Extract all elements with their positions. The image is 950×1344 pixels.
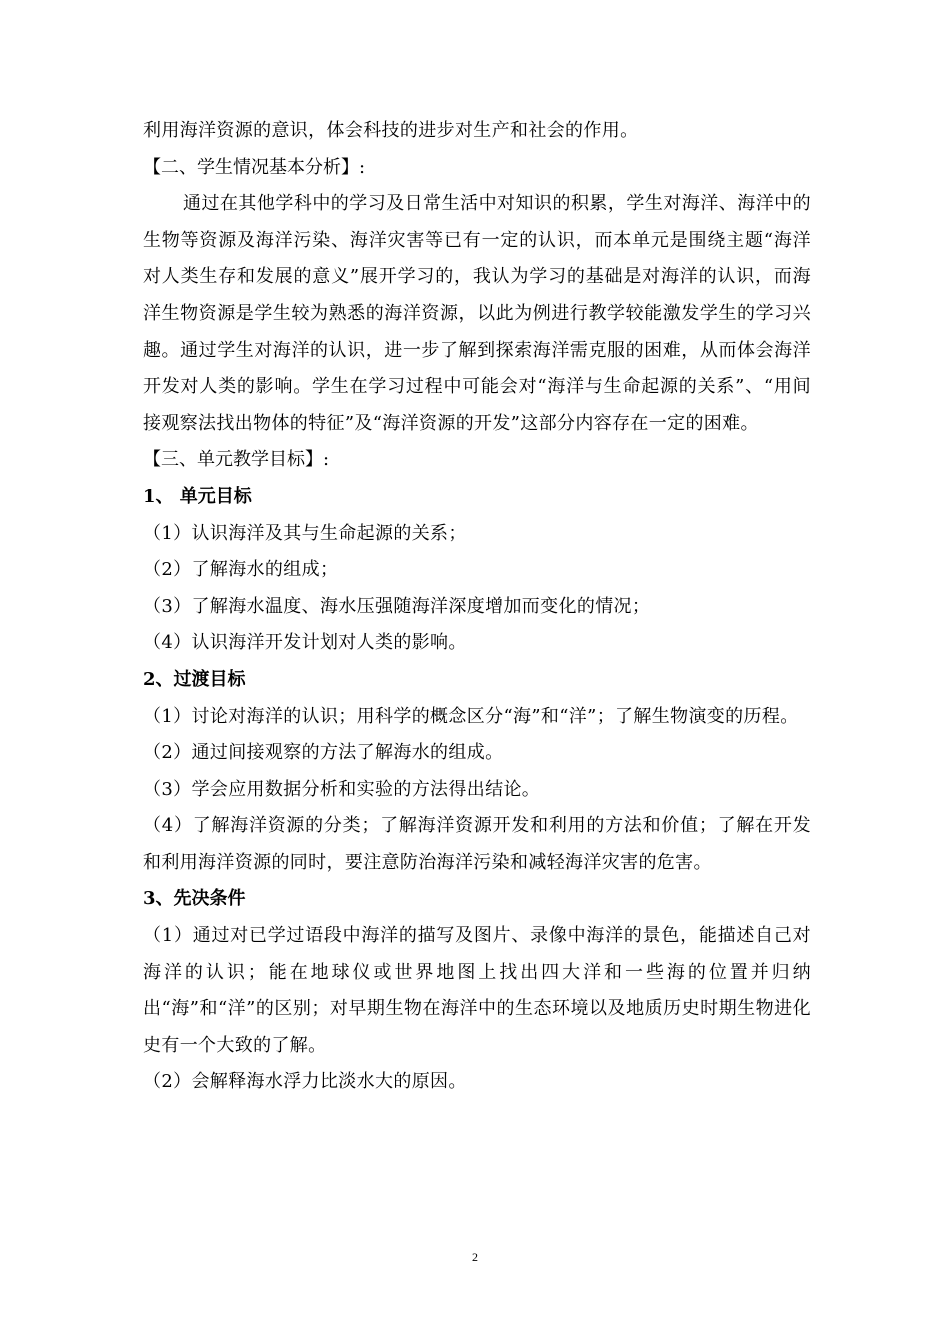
- student-analysis-paragraph: 通过在其他学科中的学习及日常生活中对知识的积累，学生对海洋、海洋中的生物等资源及海洋污染、海洋灾害等已有一定的认识，而本单元是围绕主题“海洋对人类生存和发展的意义”展开学习的，我认为学习的基础是对海洋的认识，而海洋生物资源是学生较为熟悉的海洋资源，以此为例进行教学较能激发学生的学习兴趣。通过学生对海洋的认识，进一步了解到探索海洋需克服的困难，从而体会海洋开发对人类的影响。学生在学习过程中可能会对“海洋与生命起源的关系”、“用间接观察法找出物体的特征”及“海洋资源的开发”这部分内容存在一定的困难。: [143, 193, 811, 434]
- section-heading-student-analysis: 【二、学生情况基本分析】:: [143, 156, 366, 178]
- prerequisite-item: （2）会解释海水浮力比淡水大的原因。: [143, 1071, 467, 1093]
- section-heading-unit-objectives: 【三、单元教学目标】:: [143, 449, 330, 471]
- page-number: 2: [472, 1250, 478, 1264]
- subsection-title-unit-goals: 1、 单元目标: [143, 485, 252, 507]
- unit-goal-item: （1）认识海洋及其与生命起源的关系；: [143, 522, 467, 544]
- document-body: [143, 113, 811, 1101]
- unit-goal-item: （3）了解海水温度、海水压强随海洋深度增加而变化的情况；: [143, 595, 651, 617]
- subsection-title-transition-goals: 2、过渡目标: [143, 668, 246, 690]
- transition-goal-item: （2）通过间接观察的方法了解海水的组成。: [143, 742, 504, 764]
- transition-goal-item: （3）学会应用数据分析和实验的方法得出结论。: [143, 778, 541, 800]
- continuation-text: 利用海洋资源的意识，体会科技的进步对生产和社会的作用。: [143, 120, 639, 141]
- prerequisite-item: （1）通过对已学过语段中海洋的描写及图片、录像中海洋的景色，能描述自己对海洋的认识；能在地球仪或世界地图上找出四大洋和一些海的位置并归纳出“海”和“洋”的区别；对早期生物在海洋中的生态环境以及地质历史时期生物进化史有一个大致的了解。: [143, 925, 811, 1056]
- unit-goal-item: （4）认识海洋开发计划对人类的影响。: [143, 632, 467, 654]
- unit-goal-item: （2）了解海水的组成；: [143, 559, 339, 581]
- subsection-title-prerequisites: 3、先决条件: [143, 888, 246, 910]
- transition-goal-item: （1）讨论对海洋的认识；用科学的概念区分“海”和“洋”；了解生物演变的历程。: [143, 705, 799, 727]
- transition-goal-item: （4）了解海洋资源的分类；了解海洋资源开发和利用的方法和价值；了解在开发和利用海洋资源的同时，要注意防治海洋污染和减轻海洋灾害的危害。: [143, 815, 811, 873]
